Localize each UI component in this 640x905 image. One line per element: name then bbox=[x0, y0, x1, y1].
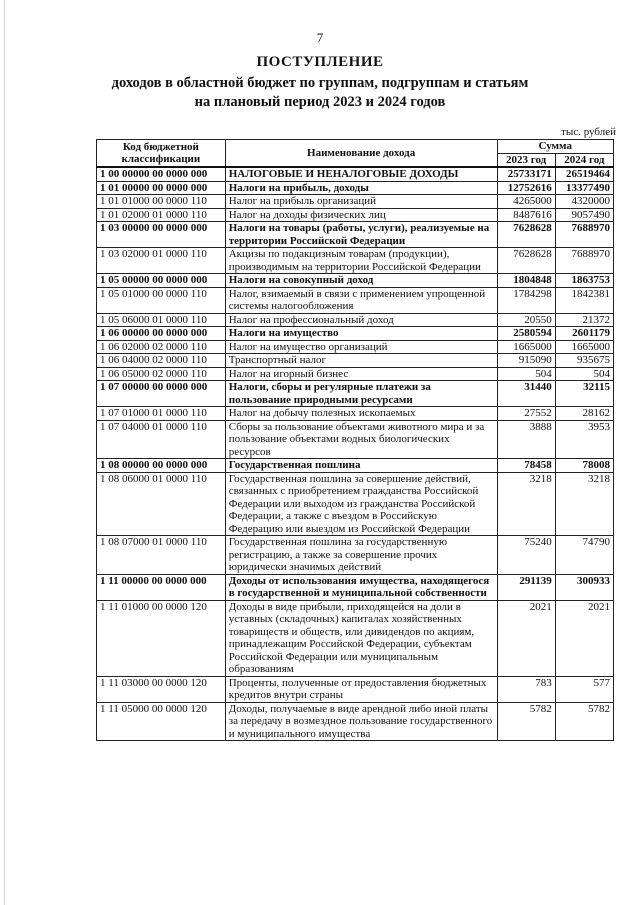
code-cell: 1 08 00000 00 0000 000 bbox=[97, 459, 226, 473]
value-2023-cell: 8487616 bbox=[497, 208, 555, 222]
value-2024-cell: 2021 bbox=[555, 600, 613, 676]
name-cell: Налоги, сборы и регулярные платежи за пользование природными ресурсами bbox=[225, 381, 497, 407]
value-2024-cell: 577 bbox=[555, 676, 613, 702]
header-2024: 2024 год bbox=[555, 153, 613, 167]
table-row bbox=[97, 195, 614, 209]
code-cell: 1 03 02000 01 0000 110 bbox=[97, 248, 226, 274]
value-2023-cell: 27552 bbox=[497, 407, 555, 421]
code-cell: 1 03 00000 00 0000 000 bbox=[97, 222, 226, 248]
table-row bbox=[97, 208, 614, 222]
value-2024-cell: 300933 bbox=[555, 574, 613, 600]
value-2023-cell: 25733171 bbox=[497, 167, 555, 181]
name-cell: Акцизы по подакцизным товарам (продукции), производимым на территории Российской Федерации bbox=[225, 248, 497, 274]
revenue-table bbox=[96, 139, 614, 741]
code-cell: 1 01 00000 00 0000 000 bbox=[97, 181, 226, 195]
value-2023-cell: 5782 bbox=[497, 702, 555, 741]
code-cell: 1 11 01000 00 0000 120 bbox=[97, 600, 226, 676]
code-cell: 1 08 07000 01 0000 110 bbox=[97, 536, 226, 575]
table-row bbox=[97, 381, 614, 407]
name-cell: Доходы от использования имущества, находящегося в государственной и муниципальной собственности bbox=[225, 574, 497, 600]
name-cell: Доходы в виде прибыли, приходящейся на доли в уставных (складочных) капиталах хозяйственных товариществ и обществ, или дивидендов по акциям, принадлежащим Российской Федерации, субъектам Российской Федерации или муниципальным образованиям bbox=[225, 600, 497, 676]
value-2024-cell: 78008 bbox=[555, 459, 613, 473]
name-cell: Налоги на прибыль, доходы bbox=[225, 181, 497, 195]
code-cell: 1 05 00000 00 0000 000 bbox=[97, 274, 226, 288]
code-cell: 1 05 01000 00 0000 110 bbox=[97, 287, 226, 313]
value-2024-cell: 935675 bbox=[555, 354, 613, 368]
table-row bbox=[97, 327, 614, 341]
code-cell: 1 08 06000 01 0000 110 bbox=[97, 472, 226, 536]
name-cell: Налоги на совокупный доход bbox=[225, 274, 497, 288]
code-cell: 1 05 06000 01 0000 110 bbox=[97, 313, 226, 327]
table-row bbox=[97, 600, 614, 676]
name-cell: Доходы, получаемые в виде арендной либо иной платы за передачу в возмездное пользование государственного и муниципального имущества bbox=[225, 702, 497, 741]
value-2023-cell: 31440 bbox=[497, 381, 555, 407]
page-number: 7 bbox=[316, 30, 324, 45]
value-2023-cell: 7628628 bbox=[497, 248, 555, 274]
code-cell: 1 11 00000 00 0000 000 bbox=[97, 574, 226, 600]
value-2024-cell: 28162 bbox=[555, 407, 613, 421]
table-row bbox=[97, 702, 614, 741]
name-cell: Налог на добычу полезных ископаемых bbox=[225, 407, 497, 421]
name-cell: Налог на прибыль организаций bbox=[225, 195, 497, 209]
scan-edge bbox=[4, 0, 5, 905]
value-2024-cell: 1665000 bbox=[555, 340, 613, 354]
code-cell: 1 07 01000 01 0000 110 bbox=[97, 407, 226, 421]
table-row bbox=[97, 574, 614, 600]
header-sum: Сумма bbox=[497, 140, 613, 154]
header-2023: 2023 год bbox=[497, 153, 555, 167]
code-cell: 1 06 05000 02 0000 110 bbox=[97, 367, 226, 381]
value-2024-cell: 21372 bbox=[555, 313, 613, 327]
table-row bbox=[97, 181, 614, 195]
value-2023-cell: 915090 bbox=[497, 354, 555, 368]
name-cell: Налог, взимаемый в связи с применением упрощенной системы налогообложения bbox=[225, 287, 497, 313]
code-cell: 1 07 00000 00 0000 000 bbox=[97, 381, 226, 407]
table-row bbox=[97, 367, 614, 381]
value-2023-cell: 1804848 bbox=[497, 274, 555, 288]
value-2023-cell: 78458 bbox=[497, 459, 555, 473]
value-2024-cell: 13377490 bbox=[555, 181, 613, 195]
value-2024-cell: 3218 bbox=[555, 472, 613, 536]
value-2024-cell: 5782 bbox=[555, 702, 613, 741]
title-line-2: доходов в областной бюджет по группам, подгруппам и статьям bbox=[111, 75, 529, 91]
table-body bbox=[97, 167, 614, 741]
table-row bbox=[97, 287, 614, 313]
value-2023-cell: 75240 bbox=[497, 536, 555, 575]
value-2023-cell: 783 bbox=[497, 676, 555, 702]
table-row bbox=[97, 274, 614, 288]
value-2024-cell: 1842381 bbox=[555, 287, 613, 313]
code-cell: 1 11 05000 00 0000 120 bbox=[97, 702, 226, 741]
value-2023-cell: 3888 bbox=[497, 420, 555, 459]
code-cell: 1 11 03000 00 0000 120 bbox=[97, 676, 226, 702]
value-2023-cell: 1665000 bbox=[497, 340, 555, 354]
code-cell: 1 01 01000 00 0000 110 bbox=[97, 195, 226, 209]
value-2024-cell: 74790 bbox=[555, 536, 613, 575]
table-row bbox=[97, 420, 614, 459]
value-2024-cell: 7688970 bbox=[555, 248, 613, 274]
value-2023-cell: 20550 bbox=[497, 313, 555, 327]
table-row bbox=[97, 354, 614, 368]
value-2024-cell: 7688970 bbox=[555, 222, 613, 248]
value-2024-cell: 3953 bbox=[555, 420, 613, 459]
name-cell: Транспортный налог bbox=[225, 354, 497, 368]
table-row bbox=[97, 676, 614, 702]
table-row bbox=[97, 222, 614, 248]
value-2024-cell: 4320000 bbox=[555, 195, 613, 209]
value-2023-cell: 291139 bbox=[497, 574, 555, 600]
value-2023-cell: 4265000 bbox=[497, 195, 555, 209]
value-2023-cell: 3218 bbox=[497, 472, 555, 536]
name-cell: Налог на игорный бизнес bbox=[225, 367, 497, 381]
value-2023-cell: 1784298 bbox=[497, 287, 555, 313]
code-cell: 1 00 00000 00 0000 000 bbox=[97, 167, 226, 181]
name-cell: Налог на профессиональный доход bbox=[225, 313, 497, 327]
value-2023-cell: 7628628 bbox=[497, 222, 555, 248]
name-cell: Сборы за пользование объектами животного мира и за пользование объектами водных биологических ресурсов bbox=[225, 420, 497, 459]
title-line-3: на плановый период 2023 и 2024 годов bbox=[194, 94, 446, 110]
value-2023-cell: 2021 bbox=[497, 600, 555, 676]
name-cell: НАЛОГОВЫЕ И НЕНАЛОГОВЫЕ ДОХОДЫ bbox=[225, 167, 497, 181]
value-2024-cell: 9057490 bbox=[555, 208, 613, 222]
header-code: Код бюджетной классификации bbox=[97, 140, 226, 168]
units-label: тыс. рублей bbox=[561, 126, 616, 138]
document-title bbox=[0, 54, 640, 112]
name-cell: Налоги на имущество bbox=[225, 327, 497, 341]
table-row bbox=[97, 167, 614, 181]
code-cell: 1 06 04000 02 0000 110 bbox=[97, 354, 226, 368]
value-2023-cell: 504 bbox=[497, 367, 555, 381]
table-row bbox=[97, 407, 614, 421]
table-row bbox=[97, 340, 614, 354]
value-2023-cell: 12752616 bbox=[497, 181, 555, 195]
code-cell: 1 06 02000 02 0000 110 bbox=[97, 340, 226, 354]
name-cell: Государственная пошлина bbox=[225, 459, 497, 473]
value-2024-cell: 2601179 bbox=[555, 327, 613, 341]
table-row bbox=[97, 248, 614, 274]
name-cell: Государственная пошлина за государственную регистрацию, а также за совершение прочих юридически значимых действий bbox=[225, 536, 497, 575]
value-2023-cell: 2580594 bbox=[497, 327, 555, 341]
name-cell: Государственная пошлина за совершение действий, связанных с приобретением гражданства Российской Федерации или выходом из гражданства Российской Федерации, а также с въездом в Российскую Федерацию или выездом из Российской Федерации bbox=[225, 472, 497, 536]
table-row bbox=[97, 459, 614, 473]
name-cell: Налог на имущество организаций bbox=[225, 340, 497, 354]
title-line-1: ПОСТУПЛЕНИЕ bbox=[256, 54, 384, 70]
value-2024-cell: 504 bbox=[555, 367, 613, 381]
name-cell: Проценты, полученные от предоставления бюджетных кредитов внутри страны bbox=[225, 676, 497, 702]
code-cell: 1 06 00000 00 0000 000 bbox=[97, 327, 226, 341]
value-2024-cell: 1863753 bbox=[555, 274, 613, 288]
code-cell: 1 01 02000 01 0000 110 bbox=[97, 208, 226, 222]
code-cell: 1 07 04000 01 0000 110 bbox=[97, 420, 226, 459]
value-2024-cell: 26519464 bbox=[555, 167, 613, 181]
table-row bbox=[97, 472, 614, 536]
table-row bbox=[97, 536, 614, 575]
name-cell: Налоги на товары (работы, услуги), реализуемые на территории Российской Федерации bbox=[225, 222, 497, 248]
header-name: Наименование дохода bbox=[225, 140, 497, 168]
name-cell: Налог на доходы физических лиц bbox=[225, 208, 497, 222]
table-row bbox=[97, 313, 614, 327]
value-2024-cell: 32115 bbox=[555, 381, 613, 407]
